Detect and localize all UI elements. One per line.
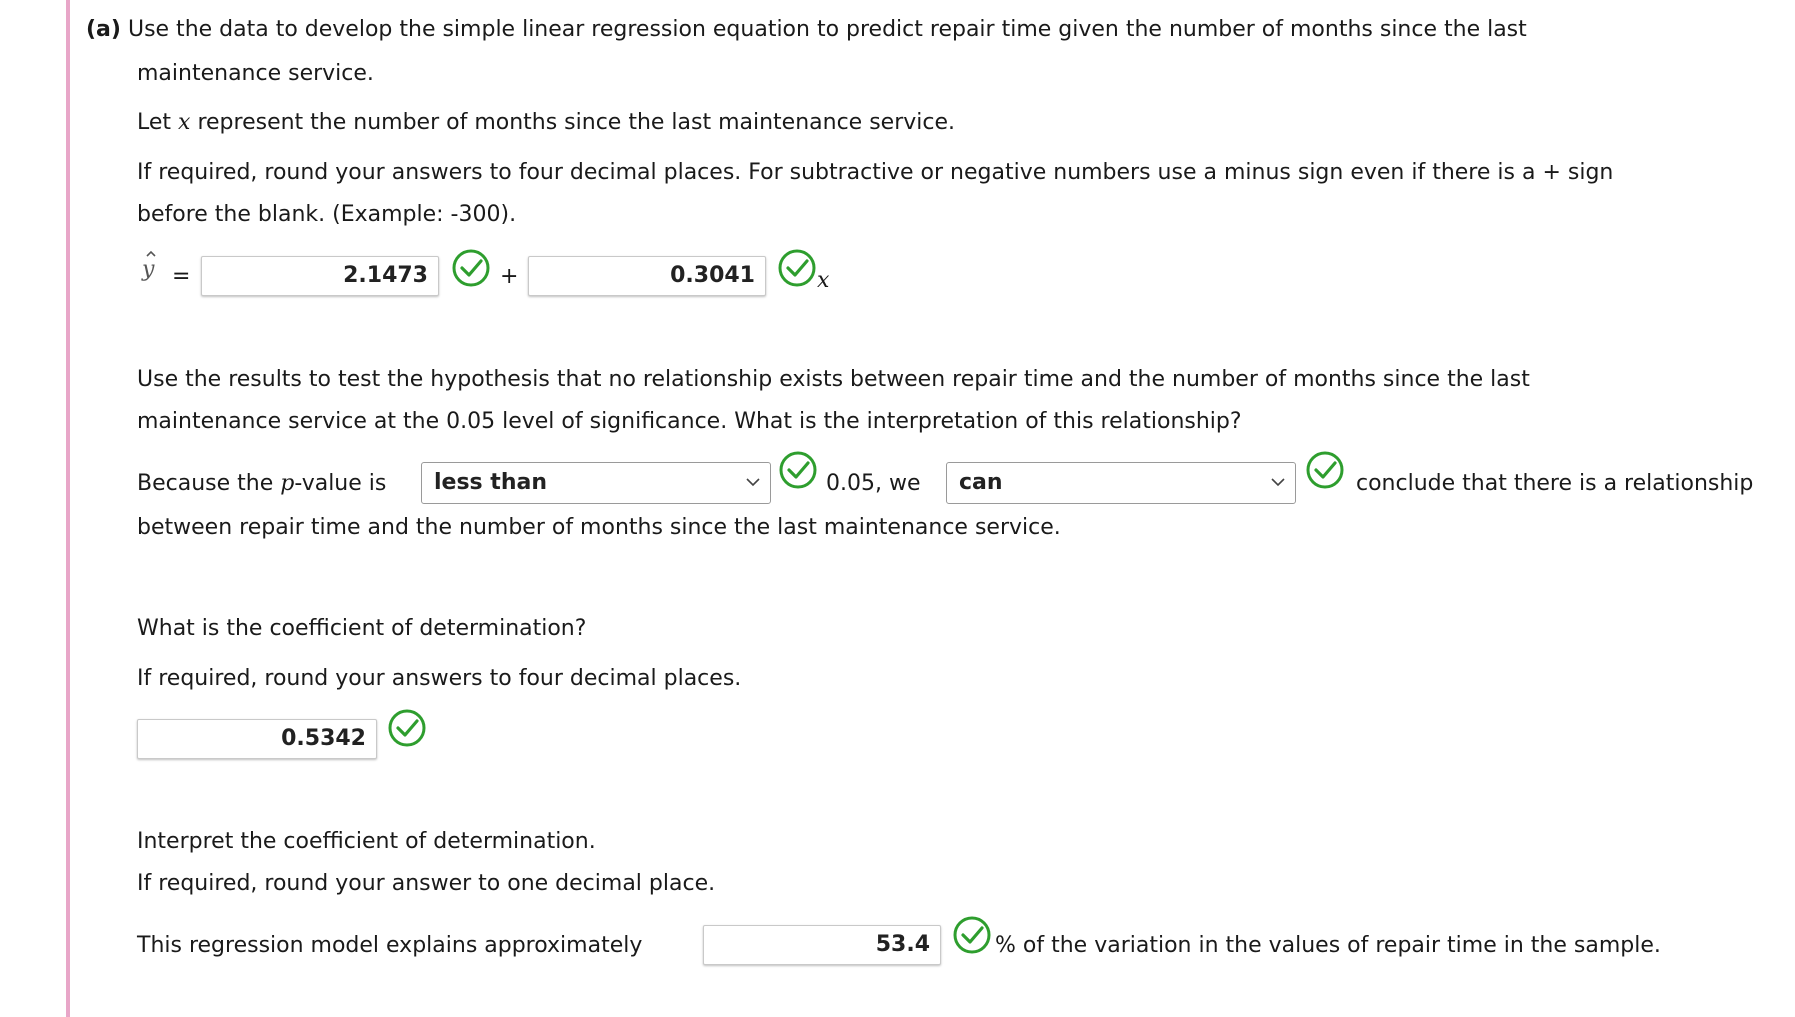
coef-det-question: What is the coefficient of determination? bbox=[137, 616, 587, 641]
left-margin-bar bbox=[66, 0, 70, 1017]
question-text-1: Use the data to develop the simple linear regression equation to predict repair time given the number of months since the last bbox=[127, 17, 1527, 42]
check-circle-icon bbox=[451, 248, 491, 288]
because-text: Because the bbox=[137, 471, 281, 496]
hypothesis-line-1: Use the results to test the hypothesis that no relationship exists between repair time and the number of months since the last bbox=[137, 367, 1530, 392]
interpret-instruction: If required, round your answer to one decimal place. bbox=[137, 871, 716, 896]
slope-input[interactable]: 0.3041 bbox=[528, 256, 766, 296]
instructions-line-1: If required, round your answers to four decimal places. For subtractive or negative numbers use a minus sign even if there is a + sign bbox=[137, 160, 1614, 185]
equals-sign: = bbox=[172, 264, 191, 289]
percent-explained-input[interactable]: 53.4 bbox=[703, 925, 941, 965]
interpret-prefix: This regression model explains approximately bbox=[137, 933, 643, 958]
chevron-down-icon bbox=[744, 473, 762, 491]
coef-det-instruction: If required, round your answers to four decimal places. bbox=[137, 666, 742, 691]
conclusion-suffix: conclude that there is a relationship bbox=[1356, 471, 1754, 496]
check-circle-icon bbox=[1305, 450, 1345, 490]
significance-text: 0.05, we bbox=[826, 471, 921, 496]
conclusion-line-2: between repair time and the number of months since the last maintenance service. bbox=[137, 515, 1061, 540]
check-circle-icon bbox=[952, 915, 992, 955]
part-label: (a) bbox=[86, 17, 121, 42]
let-x-prefix: Let bbox=[137, 110, 179, 135]
p-italic: p bbox=[280, 471, 295, 496]
svg-text:y: y bbox=[142, 257, 155, 282]
intercept-input[interactable]: 2.1473 bbox=[201, 256, 439, 296]
check-circle-icon bbox=[778, 450, 818, 490]
can-cannot-select[interactable] bbox=[946, 462, 1296, 504]
x-variable: x bbox=[817, 268, 830, 293]
interpret-heading: Interpret the coefficient of determination. bbox=[137, 829, 596, 854]
let-x-line bbox=[137, 108, 955, 138]
plus-sign: + bbox=[500, 264, 519, 289]
check-circle-icon bbox=[387, 708, 427, 748]
check-circle-icon bbox=[777, 248, 817, 288]
let-x-var: x bbox=[178, 110, 191, 135]
p-value-is-text: -value is bbox=[294, 471, 387, 496]
y-hat-icon bbox=[138, 250, 164, 284]
hypothesis-line-2: maintenance service at the 0.05 level of significance. What is the interpretation of this relationship? bbox=[137, 409, 1242, 434]
question-line-1 bbox=[86, 15, 1527, 45]
conclusion-prefix bbox=[137, 469, 386, 499]
chevron-down-icon bbox=[1269, 473, 1287, 491]
let-x-suffix: represent the number of months since the last maintenance service. bbox=[190, 110, 956, 135]
coef-det-input[interactable]: 0.5342 bbox=[137, 719, 377, 759]
question-line-2: maintenance service. bbox=[137, 61, 374, 86]
can-select-value: can bbox=[959, 470, 1003, 495]
instructions-line-2: before the blank. (Example: -300). bbox=[137, 202, 517, 227]
pvalue-select-value: less than bbox=[434, 470, 547, 495]
interpret-suffix: % of the variation in the values of repair time in the sample. bbox=[995, 933, 1661, 958]
pvalue-comparison-select[interactable] bbox=[421, 462, 771, 504]
